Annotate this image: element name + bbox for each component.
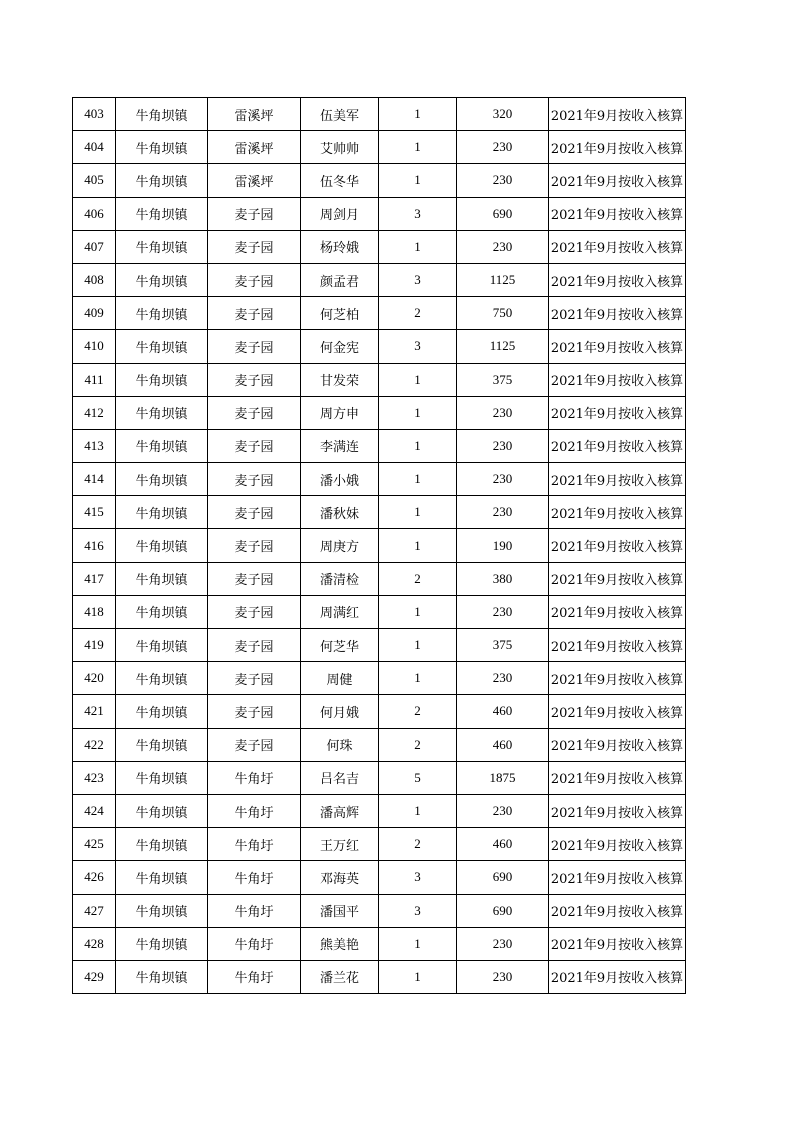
row-number-cell: 416 <box>73 529 116 562</box>
village-cell: 牛角圩 <box>208 861 301 894</box>
row-number-cell: 429 <box>73 960 116 993</box>
amount-cell: 750 <box>457 297 549 330</box>
amount-cell: 230 <box>457 230 549 263</box>
name-cell: 周健 <box>301 662 379 695</box>
household-count-cell: 1 <box>379 960 457 993</box>
name-cell: 何月娥 <box>301 695 379 728</box>
town-cell: 牛角坝镇 <box>116 529 208 562</box>
village-cell: 麦子园 <box>208 330 301 363</box>
amount-cell: 460 <box>457 828 549 861</box>
name-cell: 何珠 <box>301 728 379 761</box>
amount-cell: 690 <box>457 861 549 894</box>
note-cell: 2021年9月按收入核算 <box>549 396 686 429</box>
amount-cell: 230 <box>457 927 549 960</box>
household-count-cell: 1 <box>379 463 457 496</box>
note-cell: 2021年9月按收入核算 <box>549 529 686 562</box>
row-number-cell: 424 <box>73 794 116 827</box>
name-cell: 吕名吉 <box>301 761 379 794</box>
row-number-cell: 413 <box>73 429 116 462</box>
household-count-cell: 1 <box>379 230 457 263</box>
table-row <box>73 595 686 628</box>
household-count-cell: 1 <box>379 662 457 695</box>
note-cell: 2021年9月按收入核算 <box>549 828 686 861</box>
household-count-cell: 5 <box>379 761 457 794</box>
amount-cell: 230 <box>457 429 549 462</box>
note-cell: 2021年9月按收入核算 <box>549 197 686 230</box>
village-cell: 麦子园 <box>208 429 301 462</box>
name-cell: 艾帅帅 <box>301 131 379 164</box>
village-cell: 麦子园 <box>208 695 301 728</box>
table-row <box>73 230 686 263</box>
note-cell: 2021年9月按收入核算 <box>549 595 686 628</box>
village-cell: 麦子园 <box>208 728 301 761</box>
village-cell: 雷溪坪 <box>208 164 301 197</box>
household-count-cell: 1 <box>379 629 457 662</box>
amount-cell: 1125 <box>457 330 549 363</box>
village-cell: 牛角圩 <box>208 761 301 794</box>
town-cell: 牛角坝镇 <box>116 927 208 960</box>
note-cell: 2021年9月按收入核算 <box>549 363 686 396</box>
village-cell: 牛角圩 <box>208 828 301 861</box>
table-row <box>73 496 686 529</box>
note-cell: 2021年9月按收入核算 <box>549 463 686 496</box>
town-cell: 牛角坝镇 <box>116 131 208 164</box>
table-row <box>73 629 686 662</box>
row-number-cell: 414 <box>73 463 116 496</box>
row-number-cell: 403 <box>73 98 116 131</box>
amount-cell: 230 <box>457 396 549 429</box>
table-row <box>73 164 686 197</box>
row-number-cell: 404 <box>73 131 116 164</box>
household-count-cell: 3 <box>379 894 457 927</box>
name-cell: 周方申 <box>301 396 379 429</box>
town-cell: 牛角坝镇 <box>116 363 208 396</box>
name-cell: 李满连 <box>301 429 379 462</box>
amount-cell: 1875 <box>457 761 549 794</box>
household-count-cell: 1 <box>379 794 457 827</box>
name-cell: 潘国平 <box>301 894 379 927</box>
amount-cell: 230 <box>457 595 549 628</box>
amount-cell: 230 <box>457 662 549 695</box>
town-cell: 牛角坝镇 <box>116 794 208 827</box>
table-body <box>73 98 686 994</box>
town-cell: 牛角坝镇 <box>116 629 208 662</box>
table-row <box>73 960 686 993</box>
table-row <box>73 131 686 164</box>
town-cell: 牛角坝镇 <box>116 463 208 496</box>
row-number-cell: 427 <box>73 894 116 927</box>
amount-cell: 230 <box>457 794 549 827</box>
table-row <box>73 927 686 960</box>
name-cell: 熊美艳 <box>301 927 379 960</box>
amount-cell: 230 <box>457 131 549 164</box>
note-cell: 2021年9月按收入核算 <box>549 662 686 695</box>
town-cell: 牛角坝镇 <box>116 728 208 761</box>
row-number-cell: 405 <box>73 164 116 197</box>
amount-cell: 375 <box>457 363 549 396</box>
name-cell: 潘兰花 <box>301 960 379 993</box>
household-count-cell: 1 <box>379 595 457 628</box>
town-cell: 牛角坝镇 <box>116 894 208 927</box>
row-number-cell: 415 <box>73 496 116 529</box>
data-table <box>72 97 686 994</box>
household-count-cell: 2 <box>379 695 457 728</box>
table-row <box>73 529 686 562</box>
village-cell: 麦子园 <box>208 230 301 263</box>
household-count-cell: 1 <box>379 131 457 164</box>
row-number-cell: 407 <box>73 230 116 263</box>
town-cell: 牛角坝镇 <box>116 330 208 363</box>
household-count-cell: 3 <box>379 861 457 894</box>
town-cell: 牛角坝镇 <box>116 960 208 993</box>
household-count-cell: 3 <box>379 330 457 363</box>
name-cell: 何金宪 <box>301 330 379 363</box>
row-number-cell: 421 <box>73 695 116 728</box>
household-count-cell: 1 <box>379 164 457 197</box>
household-count-cell: 2 <box>379 297 457 330</box>
table-row <box>73 794 686 827</box>
household-count-cell: 2 <box>379 828 457 861</box>
village-cell: 麦子园 <box>208 595 301 628</box>
row-number-cell: 417 <box>73 562 116 595</box>
village-cell: 牛角圩 <box>208 927 301 960</box>
name-cell: 伍冬华 <box>301 164 379 197</box>
village-cell: 麦子园 <box>208 496 301 529</box>
amount-cell: 460 <box>457 728 549 761</box>
village-cell: 牛角圩 <box>208 894 301 927</box>
row-number-cell: 411 <box>73 363 116 396</box>
village-cell: 麦子园 <box>208 662 301 695</box>
note-cell: 2021年9月按收入核算 <box>549 230 686 263</box>
row-number-cell: 425 <box>73 828 116 861</box>
town-cell: 牛角坝镇 <box>116 396 208 429</box>
row-number-cell: 422 <box>73 728 116 761</box>
village-cell: 麦子园 <box>208 297 301 330</box>
table-row <box>73 695 686 728</box>
note-cell: 2021年9月按收入核算 <box>549 263 686 296</box>
note-cell: 2021年9月按收入核算 <box>549 695 686 728</box>
household-count-cell: 2 <box>379 728 457 761</box>
village-cell: 牛角圩 <box>208 960 301 993</box>
amount-cell: 230 <box>457 463 549 496</box>
household-count-cell: 1 <box>379 529 457 562</box>
name-cell: 潘秋妹 <box>301 496 379 529</box>
table-row <box>73 662 686 695</box>
table-row <box>73 330 686 363</box>
town-cell: 牛角坝镇 <box>116 230 208 263</box>
name-cell: 何芝柏 <box>301 297 379 330</box>
household-count-cell: 2 <box>379 562 457 595</box>
table-row <box>73 828 686 861</box>
name-cell: 周满红 <box>301 595 379 628</box>
amount-cell: 320 <box>457 98 549 131</box>
table-row <box>73 861 686 894</box>
row-number-cell: 406 <box>73 197 116 230</box>
note-cell: 2021年9月按收入核算 <box>549 927 686 960</box>
amount-cell: 190 <box>457 529 549 562</box>
note-cell: 2021年9月按收入核算 <box>549 629 686 662</box>
table-row <box>73 396 686 429</box>
amount-cell: 690 <box>457 894 549 927</box>
village-cell: 麦子园 <box>208 529 301 562</box>
row-number-cell: 419 <box>73 629 116 662</box>
name-cell: 潘高辉 <box>301 794 379 827</box>
name-cell: 周剑月 <box>301 197 379 230</box>
amount-cell: 230 <box>457 496 549 529</box>
household-count-cell: 3 <box>379 263 457 296</box>
note-cell: 2021年9月按收入核算 <box>549 960 686 993</box>
note-cell: 2021年9月按收入核算 <box>549 761 686 794</box>
village-cell: 麦子园 <box>208 396 301 429</box>
note-cell: 2021年9月按收入核算 <box>549 330 686 363</box>
name-cell: 杨玲娥 <box>301 230 379 263</box>
village-cell: 麦子园 <box>208 629 301 662</box>
name-cell: 伍美军 <box>301 98 379 131</box>
name-cell: 邓海英 <box>301 861 379 894</box>
town-cell: 牛角坝镇 <box>116 562 208 595</box>
household-count-cell: 1 <box>379 496 457 529</box>
household-count-cell: 3 <box>379 197 457 230</box>
town-cell: 牛角坝镇 <box>116 662 208 695</box>
table-row <box>73 263 686 296</box>
table-row <box>73 98 686 131</box>
amount-cell: 375 <box>457 629 549 662</box>
name-cell: 周庚方 <box>301 529 379 562</box>
row-number-cell: 410 <box>73 330 116 363</box>
name-cell: 王万红 <box>301 828 379 861</box>
town-cell: 牛角坝镇 <box>116 861 208 894</box>
village-cell: 麦子园 <box>208 562 301 595</box>
household-count-cell: 1 <box>379 396 457 429</box>
table-row <box>73 363 686 396</box>
note-cell: 2021年9月按收入核算 <box>549 794 686 827</box>
town-cell: 牛角坝镇 <box>116 828 208 861</box>
name-cell: 潘清检 <box>301 562 379 595</box>
household-count-cell: 1 <box>379 98 457 131</box>
row-number-cell: 428 <box>73 927 116 960</box>
table-row <box>73 429 686 462</box>
name-cell: 甘发荣 <box>301 363 379 396</box>
row-number-cell: 423 <box>73 761 116 794</box>
table-row <box>73 297 686 330</box>
village-cell: 麦子园 <box>208 263 301 296</box>
note-cell: 2021年9月按收入核算 <box>549 164 686 197</box>
row-number-cell: 426 <box>73 861 116 894</box>
town-cell: 牛角坝镇 <box>116 263 208 296</box>
town-cell: 牛角坝镇 <box>116 761 208 794</box>
table-row <box>73 728 686 761</box>
name-cell: 何芝华 <box>301 629 379 662</box>
row-number-cell: 408 <box>73 263 116 296</box>
row-number-cell: 418 <box>73 595 116 628</box>
row-number-cell: 409 <box>73 297 116 330</box>
village-cell: 麦子园 <box>208 197 301 230</box>
amount-cell: 230 <box>457 164 549 197</box>
note-cell: 2021年9月按收入核算 <box>549 894 686 927</box>
town-cell: 牛角坝镇 <box>116 197 208 230</box>
table-row <box>73 761 686 794</box>
amount-cell: 230 <box>457 960 549 993</box>
table-row <box>73 894 686 927</box>
town-cell: 牛角坝镇 <box>116 297 208 330</box>
town-cell: 牛角坝镇 <box>116 496 208 529</box>
village-cell: 麦子园 <box>208 463 301 496</box>
note-cell: 2021年9月按收入核算 <box>549 297 686 330</box>
town-cell: 牛角坝镇 <box>116 595 208 628</box>
town-cell: 牛角坝镇 <box>116 98 208 131</box>
name-cell: 潘小娥 <box>301 463 379 496</box>
row-number-cell: 420 <box>73 662 116 695</box>
note-cell: 2021年9月按收入核算 <box>549 562 686 595</box>
note-cell: 2021年9月按收入核算 <box>549 861 686 894</box>
village-cell: 雷溪坪 <box>208 131 301 164</box>
town-cell: 牛角坝镇 <box>116 695 208 728</box>
note-cell: 2021年9月按收入核算 <box>549 429 686 462</box>
amount-cell: 460 <box>457 695 549 728</box>
amount-cell: 690 <box>457 197 549 230</box>
note-cell: 2021年9月按收入核算 <box>549 496 686 529</box>
note-cell: 2021年9月按收入核算 <box>549 98 686 131</box>
household-count-cell: 1 <box>379 363 457 396</box>
amount-cell: 1125 <box>457 263 549 296</box>
name-cell: 颜孟君 <box>301 263 379 296</box>
row-number-cell: 412 <box>73 396 116 429</box>
town-cell: 牛角坝镇 <box>116 429 208 462</box>
table-row <box>73 463 686 496</box>
note-cell: 2021年9月按收入核算 <box>549 131 686 164</box>
village-cell: 麦子园 <box>208 363 301 396</box>
village-cell: 牛角圩 <box>208 794 301 827</box>
table-row <box>73 562 686 595</box>
note-cell: 2021年9月按收入核算 <box>549 728 686 761</box>
town-cell: 牛角坝镇 <box>116 164 208 197</box>
table-row <box>73 197 686 230</box>
amount-cell: 380 <box>457 562 549 595</box>
household-count-cell: 1 <box>379 429 457 462</box>
village-cell: 雷溪坪 <box>208 98 301 131</box>
household-count-cell: 1 <box>379 927 457 960</box>
